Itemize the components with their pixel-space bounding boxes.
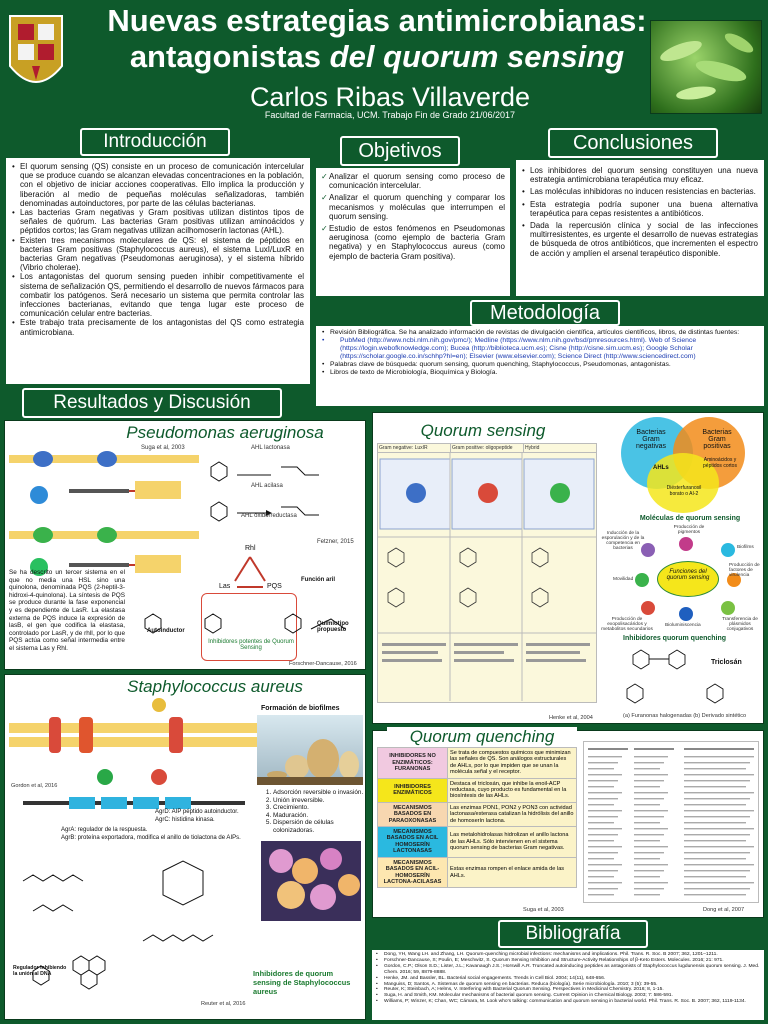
- biofilm-stage: 2. Unión irreversible.: [273, 797, 367, 805]
- quenching-mechanism: MECANISMOS BASADOS EN ACIL-HOMOSERÍN LACTONA-ACILASAS: [378, 857, 448, 888]
- inhibidores-qq-title: Inhibidores quorum quenching: [623, 635, 727, 642]
- function-label: Biofilms: [737, 545, 754, 550]
- resultados-title: Resultados y Discusión: [22, 388, 282, 418]
- funcion-aril-label: Función aril: [301, 577, 336, 583]
- quenching-mechanism: INHIBIDORES ENZIMÁTICOS: [378, 778, 448, 802]
- qs-systems-figure: [377, 443, 597, 703]
- quorum-quenching-title: Quorum quenching: [387, 727, 577, 747]
- intro-item: • Los antagonistas del quorum sensing pueden inhibir competitivamente el sistema de señalización QS, permitiendo el desarrollo de nuevos fármacos para combatir los patógenos. Será necesario un sistema que permita controlar las infecciones bacterianas, evitando que tenga lugar este proceso de comunicación celular entre bacterias.: [12, 272, 304, 318]
- function-label: Bioluminiscencia: [665, 623, 701, 628]
- agrB-label: AgrB: proteína exportadora, modifica el anillo de tiolactona de AIPs.: [61, 835, 241, 841]
- staph-panel: [4, 674, 366, 1020]
- reference-item: • Suga, H. and Smith, KM. Molecular mechanisms of bacterial quorum sensing. Current Opinion in Chemical Biology. 2003; 7: 586-591.: [376, 993, 760, 999]
- quenching-mechanism: MECANISMOS BASADOS EN PARAOXONASAS: [378, 802, 448, 826]
- biofilm-stages-list: [261, 789, 367, 835]
- objetivo-item: ✓ Analizar el quorum quenching y comparar los mecanismos y moléculas que interrumpen el quorum sensing.: [321, 193, 505, 221]
- metodologia-item: • Libros de texto de Microbiología, Bioquímica y Biología.: [322, 369, 758, 377]
- quenching-cite1: Suga et al, 2003: [523, 907, 564, 913]
- metodologia-box: [316, 326, 764, 406]
- gram-positive-label: Bacterias Gram positivas: [702, 429, 732, 450]
- objetivos-list: [321, 172, 505, 261]
- pseudomonas-title: Pseudomonas aeruginosa: [126, 423, 324, 442]
- quimiotipo-label: Quimiotipo propuesto: [317, 621, 349, 633]
- gram-negative-label: Bacterias Gram negativas: [636, 429, 666, 450]
- poster-title-line2: antagonistas del quorum sensing: [129, 39, 625, 74]
- objetivos-box: [316, 168, 510, 296]
- quenching-mechanism: MECANISMOS BASADOS EN ACIL HOMOSERÍN LACTONASAS: [378, 827, 448, 858]
- quorum-quenching-panel: [372, 727, 764, 918]
- agrA-label: AgrA: regulador de la respuesta.: [61, 827, 148, 833]
- function-label: Inducción de la esporulación y de la competencia en bacterias: [601, 531, 645, 551]
- objetivo-item: ✓ Estudio de estos fenómenos en Pseudomonas aeruginosa (como ejemplo de bacteria Gram negativa) y en Staphylococcus aureus (como ejemplo de bacteria Gram positiva).: [321, 224, 505, 261]
- function-node: [721, 543, 735, 557]
- intro-item: • Este trabajo trata precisamente de los antagonistas del QS como estrategia antimicrobiana.: [12, 318, 304, 336]
- ahl-oxidorreductasa-label: AHL oxidorreductasa: [241, 513, 297, 519]
- quenching-row: [378, 778, 577, 802]
- poster-header: [0, 0, 768, 122]
- quenching-row: [378, 748, 577, 779]
- quenching-mechanism: INHIBIDORES NO ENZIMÁTICOS: FURANONAS: [378, 748, 448, 779]
- faculty-line: Facultad de Farmacia, UCM. Trabajo Fin de Grado 21/06/2017: [264, 110, 516, 120]
- reference-item: • Reuter, K; Steinbach, A; Helms, V. Interfering with Bacterial Quorum Sensing. Perspectives in Medicinal Chemistry. 2016; 8, 1-15.: [376, 987, 760, 993]
- function-node: [679, 607, 693, 621]
- function-node: [721, 601, 735, 615]
- function-node: [679, 537, 693, 551]
- ahl-lactonasa-label: AHL lactonasa: [251, 445, 290, 451]
- staph-inhib-label: Inhibidores de quorum sensing de Staphylococcus aureus: [253, 969, 351, 996]
- pseudomonas-cite2: Fetzner, 2015: [317, 539, 354, 545]
- triclosan-label: Triclosán: [711, 659, 742, 666]
- function-label: Producción de pigmentos: [673, 525, 705, 535]
- metodologia-item: • Revisión Bibliográfica. Se ha analizado información de revistas de divulgación científica, artículos científicos, libros, de distintas fuentes:: [322, 329, 758, 337]
- ai2-label: Diésterfuranosil borato o AI-2: [666, 485, 702, 497]
- biofilm-stage: 5. Dispersión de células colonizadoras.: [273, 819, 367, 834]
- regulador-label: Regulador inhibiendo la unión al DNA: [13, 965, 67, 977]
- las-label: Las: [219, 583, 231, 590]
- metodologia-list: [322, 329, 758, 377]
- bibliografia-list: [376, 952, 760, 1005]
- conclusion-item: • Esta estrategia podría suponer una buena alternativa terapéutica para cepas resistentes a antibióticos.: [522, 200, 758, 218]
- qs-col-header: Hybrid: [525, 445, 540, 451]
- quenching-row: [378, 802, 577, 826]
- metodologia-title: Metodología: [470, 300, 620, 326]
- sem-cocci-image: [261, 841, 361, 921]
- bibliografia-box: [372, 950, 764, 1020]
- reference-item: • Gordon, C.P.; Olson S.D.; Lister, J.L.; Kavanaugh J.S.; Horswill A.R. Truncated autoinducing peptides as antagonists of Staphylococcus lugdunensis quorum sensing. J. Med. Chem. 2016; 59, 8879-8888.: [376, 964, 760, 976]
- quenching-description: Las metalohidrolasas hidrolizan el anillo lactona de las AHLs. Sólo intervienen en el sistema quorum sensing de bacterias Gram negativas.: [448, 827, 577, 858]
- autoinductor-label: Autoinductor: [147, 628, 185, 634]
- agrC-label: AgrC: histidina kinasa.: [155, 817, 215, 823]
- intro-item: • Existen tres mecanismos moleculares de QS: el sistema de péptidos en bacterias Gram positivas (Staphylococcus aureus), el sistema LuxI/LuxR en bacterias Gram negativas (Pseudomonas aeruginosa), y el sistema híbrido (Vibrio cholerae).: [12, 236, 304, 273]
- function-label: Producción de exopolisacáridos y metabolitos secundarios: [601, 617, 653, 632]
- function-label: Producción de factores de virulencia: [729, 563, 760, 578]
- staph-cite2: Reuter et al, 2016: [201, 1001, 246, 1007]
- metodologia-item: • Palabras clave de búsqueda: quorum sensing, quorum quenching, Staphylococcus, Pseudomonas, antagonistas.: [322, 361, 758, 369]
- quenching-description: Las enzimas PON1, PON2 y PON3 con actividad lactonasa/esterasa catalizan la hidrólisis del anillo de homoserín lactona.: [448, 802, 577, 826]
- agr-pathway-diagram: [9, 697, 259, 823]
- quenching-row: [378, 857, 577, 888]
- reference-item: • Henke, JM. and Bassler, BL. Bacterial social engagements. Trends in Cell Biol. 2004; 14(11), 648-656.: [376, 976, 760, 982]
- conclusiones-box: [516, 160, 764, 296]
- intro-list: [12, 162, 304, 337]
- function-node: [641, 601, 655, 615]
- poster-title-line1: Nuevas estrategias antimicrobianas:: [107, 3, 647, 38]
- staph-cite1: Gordon et al, 2016: [11, 783, 58, 789]
- rhl-label: Rhl: [245, 545, 256, 552]
- reference-item: • Manguiss, D; Santos, A. Sistemas de quorum sensing en bacterias. Reduca (biología). Serie microbiología. 2010; 3 (5): 39-55.: [376, 982, 760, 988]
- qs-col-header: Gram negative: LuxIR: [378, 444, 451, 452]
- function-label: Transferencia de plásmidos conjugativos: [722, 617, 758, 632]
- quenching-description: Estas enzimas rompen el enlace amida de las AHLs.: [448, 857, 577, 888]
- peptide-structures-figure: [13, 851, 253, 1011]
- quenching-reference-table: [583, 741, 759, 903]
- intro-item: • El quorum sensing (QS) consiste en un proceso de comunicación intercelular que se produce cuando se alcanzan elevadas concentraciones en la población, con el objetivo de iniciar acciones cooperativas. Ello implica la producción y liberación al medio de pequeñas moléculas señalizadoras, también denominadas autoinductores, por parte de las células bacterianas.: [12, 162, 304, 208]
- pseudomonas-cite3: Forschner-Dancause, 2016: [289, 661, 357, 667]
- pseudomonas-text: Se ha descrito un tercer sistema en el que no media una HSL sino una quinolona, denominada PQS (2-heptil-3-hidroxi-4-quinolona). La síntesis de PQS se produce durante la fase exponencial y es dependiente de LasR. La elastasa externa de PQS induce la expresión de lasB, el gen que codifica la elastasa, controlado por LasR, y de rhlI, por lo que PQS actúa como señal intermedia entre el sistema Las y Rhl.: [9, 569, 125, 652]
- biofilm-title: Formación de biofilmes: [261, 705, 340, 712]
- function-node: [635, 573, 649, 587]
- bacteria-photo: [650, 20, 762, 114]
- quorum-sensing-panel: [372, 412, 764, 724]
- inhibidores-potentes-label: Inhibidores potentes de Quorum Sensing: [208, 639, 294, 651]
- pseudomonas-panel: [4, 420, 366, 670]
- pseudomonas-cite1: Suga et al, 2003: [141, 445, 185, 451]
- conclusion-item: • Dada la repercusión clínica y social de las infecciones multirresistentes, es urgente el desarrollo de nuevas estrategias de búsqueda de otros antibióticos, que incrementen el espectro de acción y amplíen el arsenal terapéutico disponible.: [522, 221, 758, 258]
- quorum-sensing-title: Quorum sensing: [420, 421, 546, 440]
- biofilm-stage: 3. Crecimiento.: [273, 804, 367, 812]
- qs-col-header: Gram positive: oligopeptide: [451, 444, 524, 452]
- biofilm-stage: 1. Adsorción reversible o invasión.: [273, 789, 367, 797]
- lactonase-chemistry-diagram: [201, 447, 361, 537]
- intro-title: Introducción: [80, 128, 230, 156]
- reference-item: • Dong, YH, Wang LH. and Zhang, LH. Quorum-quenching microbial infections: mechanisms and implications. Phil. Trans. R. Soc. B 2007; 362, 1201–1211.: [376, 952, 760, 958]
- bibliografia-title: Bibliografía: [498, 920, 648, 948]
- furanonas-caption: (a) Furanonas halogenadas (b) Derivado sintético: [623, 713, 747, 719]
- functions-center-label: Funciones del quorum sensing: [666, 569, 710, 581]
- reference-item: • Williams, P; Winzer, K; Chan, WC; Cámara, M. Look who's talking: communication and quorum sensing in bacterial world. Phil. Trans. R. Soc. B. 2007; 362, 1119-1134.: [376, 999, 760, 1005]
- conclusiones-list: [522, 166, 758, 258]
- intro-item: • Las bacterias Gram negativas y Gram positivas utilizan distintos tipos de señales de quórum. Las bacterias Gram positivas utilizan aminoácidos y péptidos cortos; las Gram negativas utilizan acilhomoserín lactonas (AHL).: [12, 208, 304, 236]
- pqs-label: PQS: [267, 583, 282, 590]
- moleculas-qs-label: Moléculas de quorum sensing: [639, 515, 741, 522]
- conclusion-item: • Los inhibidores del quorum sensing constituyen una nueva estrategia antimicrobiana terapéutica muy eficaz.: [522, 166, 758, 184]
- quenching-description: Se trata de compuestos químicos que minimizan las señales de QS. Son análogos estructurales de AHLs, por lo que impiden que se unan la molécula señal y el receptor.: [448, 748, 577, 779]
- quenching-table: [377, 747, 577, 888]
- biofilm-stage: 4. Maduración.: [273, 812, 367, 820]
- conclusion-item: • Las moléculas inhibidoras no inducen resistencias en bacterias.: [522, 187, 758, 196]
- triclosan-structure-diagram: [613, 645, 763, 709]
- reference-item: • Forschner-Dancause, S; Poulin, E; Meschwitz, S. Quorum Sensing Inhibition and Structure-Activity Relationships of β-Keto Esters. Molecules. 2016; 21: 971.: [376, 958, 760, 964]
- objetivo-item: ✓ Analizar el quorum sensing como proceso de comunicación intercelular.: [321, 172, 505, 190]
- pseudomonas-pathway-diagram: [9, 445, 199, 585]
- conclusiones-title: Conclusiones: [548, 128, 718, 158]
- quenching-row: [378, 827, 577, 858]
- function-label: Movilidad: [613, 577, 634, 582]
- ahl-acilasa-label: AHL acilasa: [251, 483, 283, 489]
- agrD-label: AgrD: AIP péptido autoinductor.: [155, 809, 239, 815]
- ucm-crest-icon: [4, 6, 68, 102]
- author-name: Carlos Ribas Villaverde: [249, 82, 531, 112]
- objetivos-title: Objetivos: [340, 136, 460, 166]
- staph-title: Staphylococcus aureus: [127, 677, 303, 696]
- quorum-sensing-cite: Henke et al, 2004: [549, 715, 593, 721]
- intro-box: [6, 158, 310, 384]
- ahls-label: AHLs: [653, 465, 669, 471]
- quenching-cite2: Dong et al, 2007: [703, 907, 745, 913]
- biofilm-image: [257, 715, 363, 785]
- aminoacidos-label: Aminoácidos y péptidos cortos: [703, 457, 737, 469]
- metodologia-item: • PubMed (http://www.ncbi.nlm.nih.gov/pmc/); Medline (https://www.nlm.nih.gov/bsd/pmresources.html). Web of Science (https://login.webofknowledge.com); Bucea (http://biblioteca.ucm.es); Cisne (http://cisne.sim.ucm.es); Google Scholar (https://scholar.google.co.in/schhp?hl=en); Elsevier (www.elsevier.com); Science Direct (http://www.sciencedirect.com): [322, 337, 758, 361]
- quenching-description: Destaca el triclosán, que inhibe la enoil-ACP reductasa, cuyo producto es fundamental en la biosíntesis de las AHLs.: [448, 778, 577, 802]
